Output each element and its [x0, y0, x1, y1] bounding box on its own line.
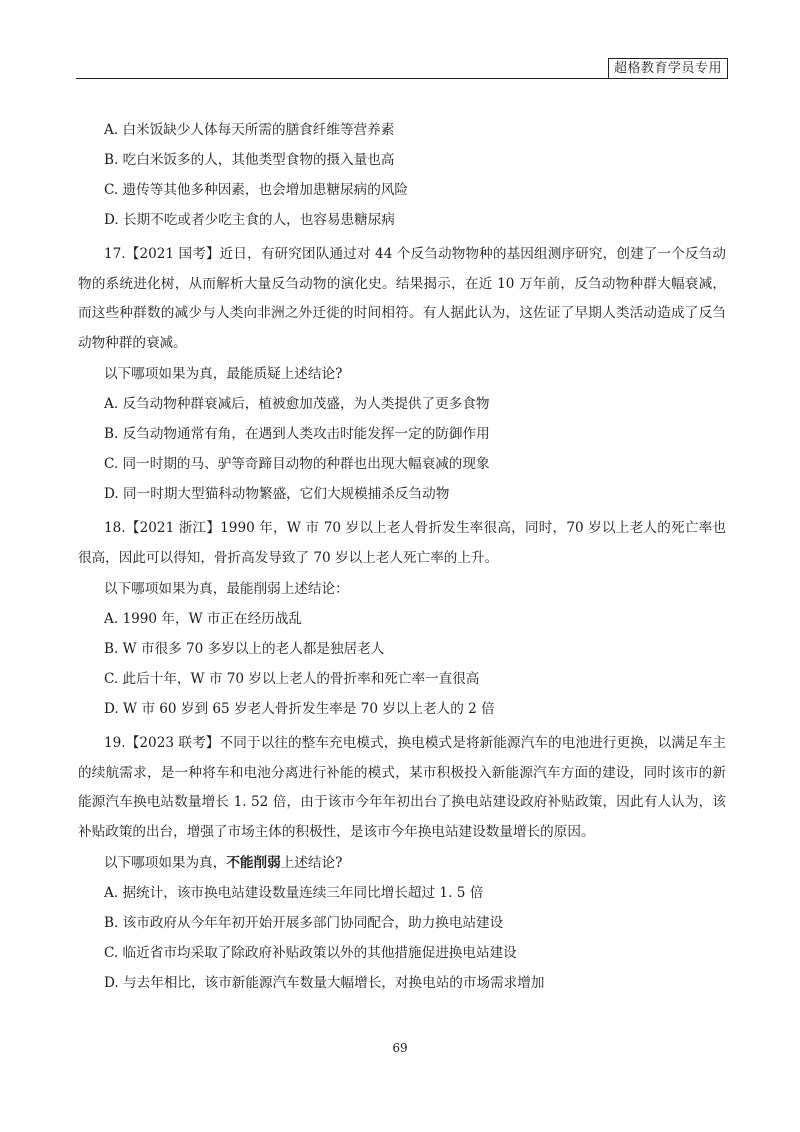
q19-option-a: A. 据统计，该市换电站建设数量连续三年同比增长超过 1. 5 倍 — [104, 885, 484, 901]
q17-stem: 17.【2021 国考】近日，有研究团队通过对 44 个反刍动物物种的基因组测序研究，创建了一个反刍动物的系统进化树，从而解析大量反刍动物的演化史。结果揭示，在近 10 万年前，反刍动物种群大幅衰减，而这些种群数的减少与人类向非洲之外迁徙的时间相符。有人据此认为，这佐证了早期人类活动造成了反刍动物种群的衰减。 — [78, 246, 726, 351]
q17 — [78, 240, 726, 358]
q18-stem: 18.【2021 浙江】1990 年，W 市 70 岁以上老人骨折发生率很高，同时，70 岁以上老人的死亡率也很高，因此可以得知，骨折高发导致了 70 岁以上老人死亡率的上升。 — [78, 520, 726, 566]
q17-option-d: D. 同一时期大型猫科动物繁盛，它们大规模捕杀反刍动物 — [104, 486, 450, 502]
q18-option-c: C. 此后十年，W 市 70 岁以上老人的骨折率和死亡率一直很高 — [104, 671, 480, 687]
q17-option-a: A. 反刍动物种群衰减后，植被愈加茂盛，为人类提供了更多食物 — [104, 396, 490, 412]
q19-option-d: D. 与去年相比，该市新能源汽车数量大幅增长，对换电站的市场需求增加 — [104, 975, 545, 991]
q16-options — [78, 120, 726, 230]
q19-question-emphasis: 不能削弱 — [226, 855, 281, 871]
q17-question: 以下哪项如果为真，最能质疑上述结论? — [104, 366, 343, 382]
q19-question — [78, 853, 726, 873]
header-badge: 超格教育学员专用 — [608, 58, 728, 79]
q18 — [78, 514, 726, 573]
q17-option-b: B. 反刍动物通常有角，在遇到人类攻击时能发挥一定的防御作用 — [104, 426, 490, 442]
q18-option-b: B. W 市很多 70 多岁以上的老人都是独居老人 — [104, 641, 385, 657]
q19 — [78, 729, 726, 847]
q19-stem: 19.【2023 联考】不同于以往的整车充电模式，换电模式是将新能源汽车的电池进行更换，以满足车主的续航需求，是一种将车和电池分离进行补能的模式，某市积极投入新能源汽车方面的建设，同时该市的新能源汽车换电站数量增长 1. 52 倍，由于该市今年年初出台了换电站建设政府补贴政策，因此有人认为，该补贴政策的出台，增强了市场主体的积极性，是该市今年换电站建设数量增长的原因。 — [78, 735, 726, 840]
page-content — [78, 120, 726, 1003]
page-number: 69 — [392, 1041, 408, 1055]
q19-option-b: B. 该市政府从今年年初开始开展多部门协同配合，助力换电站建设 — [104, 915, 504, 931]
q19-option-c: C. 临近省市均采取了除政府补贴政策以外的其他措施促进换电站建设 — [104, 945, 517, 961]
q19-question-suffix: 上述结论? — [280, 855, 343, 871]
q18-option-a: A. 1990 年，W 市正在经历战乱 — [104, 611, 303, 627]
q16-option-b: B. 吃白米饭多的人，其他类型食物的摄入量也高 — [104, 152, 395, 168]
q18-question: 以下哪项如果为真，最能削弱上述结论： — [104, 581, 349, 597]
q17-option-c: C. 同一时期的马、驴等奇蹄目动物的种群也出现大幅衰减的现象 — [104, 456, 490, 472]
q16-option-d: D. 长期不吃或者少吃主食的人，也容易患糖尿病 — [104, 212, 395, 228]
q16-option-c: C. 遗传等其他多种因素，也会增加患糖尿病的风险 — [104, 182, 409, 198]
q18-option-d: D. W 市 60 岁到 65 岁老人骨折发生率是 70 岁以上老人的 2 倍 — [104, 701, 495, 717]
q16-option-a: A. 白米饭缺少人体每天所需的膳食纤维等营养素 — [104, 122, 395, 138]
q19-question-prefix: 以下哪项如果为真， — [104, 855, 227, 871]
